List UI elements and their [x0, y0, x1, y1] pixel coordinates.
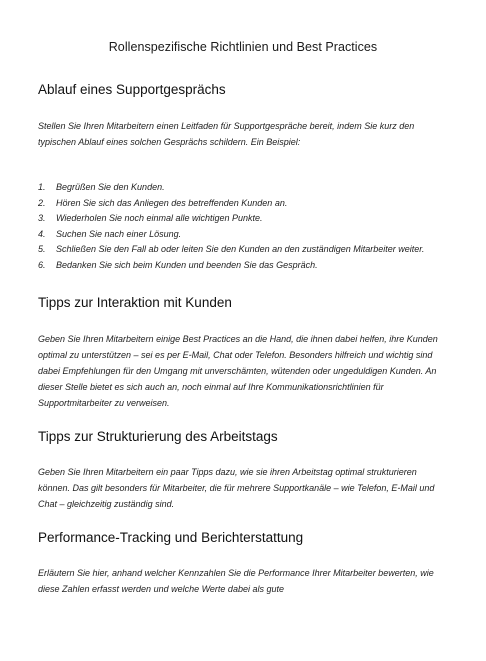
support-call-steps-list: [38, 180, 466, 274]
list-item-number: 4.: [38, 228, 46, 239]
list-item-number: 3.: [38, 213, 46, 224]
list-item-text: Bedanken Sie sich beim Kunden und beenden Sie das Gespräch.: [56, 259, 318, 270]
list-item: [38, 196, 466, 212]
list-item-text: Schließen Sie den Fall ab oder leiten Sie den Kunden an den zuständigen Mitarbeiter weiter.: [56, 244, 425, 255]
list-item-number: 6.: [38, 259, 46, 270]
list-item-number: 5.: [38, 244, 46, 255]
section-heading-performance-tracking: Performance-Tracking und Berichterstattung: [38, 530, 304, 545]
list-item-text: Begrüßen Sie den Kunden.: [56, 182, 165, 192]
list-item-number: 2.: [38, 197, 46, 208]
list-item-text: Suchen Sie nach einer Lösung.: [56, 228, 182, 239]
document-title: Rollenspezifische Richtlinien und Best Practices: [108, 40, 378, 54]
section-heading-support-call-flow: Ablauf eines Supportgesprächs: [38, 82, 226, 97]
list-item: [38, 180, 466, 196]
list-item: [38, 211, 466, 227]
list-item-number: 1.: [38, 182, 46, 192]
section-heading-workday-structuring-tips: Tipps zur Strukturierung des Arbeitstags: [38, 429, 278, 444]
list-item: [38, 242, 466, 258]
support-call-intro-paragraph: Stellen Sie Ihren Mitarbeitern einen Leitfaden für Supportgespräche bereit, indem Sie kurz den typischen Ablauf eines solchen Gesprächs schildern. Ein Beispiel:: [38, 121, 415, 147]
workday-structuring-paragraph: Geben Sie Ihren Mitarbeitern ein paar Tipps dazu, wie sie ihren Arbeitstag optimal strukturieren können. Das gilt besonders für Mitarbeiter, die für mehrere Supportkanäle – wie Telefon, E-Mail und Chat – gleichzeitig zuständig sind.: [38, 467, 435, 509]
list-item: [38, 227, 466, 243]
section-heading-customer-interaction-tips: Tipps zur Interaktion mit Kunden: [38, 295, 232, 310]
performance-tracking-paragraph: Erläutern Sie hier, anhand welcher Kennzahlen Sie die Performance Ihrer Mitarbeiter bewerten, wie diese Zahlen erfasst werden und welche Werte dabei als gute: [38, 568, 434, 594]
list-item-text: Wiederholen Sie noch einmal alle wichtigen Punkte.: [56, 213, 263, 224]
list-item: [38, 258, 466, 274]
customer-interaction-paragraph: Geben Sie Ihren Mitarbeitern einige Best Practices an die Hand, die ihnen dabei helfen, ihre Kunden optimal zu unterstützen – sei es per E-Mail, Chat oder Telefon. Besonders hilfreich und wichtig sind dabei Empfehlungen für den Umgang mit unverschämten, wütenden oder ungeduldigen Kunden. An dieser Stelle bietet es sich auch an, noch einmal auf Ihre Kommunikationsrichtlinien für Supportmitarbeiter zu verweisen.: [38, 334, 438, 408]
list-item-text: Hören Sie sich das Anliegen des betreffenden Kunden an.: [56, 197, 288, 208]
